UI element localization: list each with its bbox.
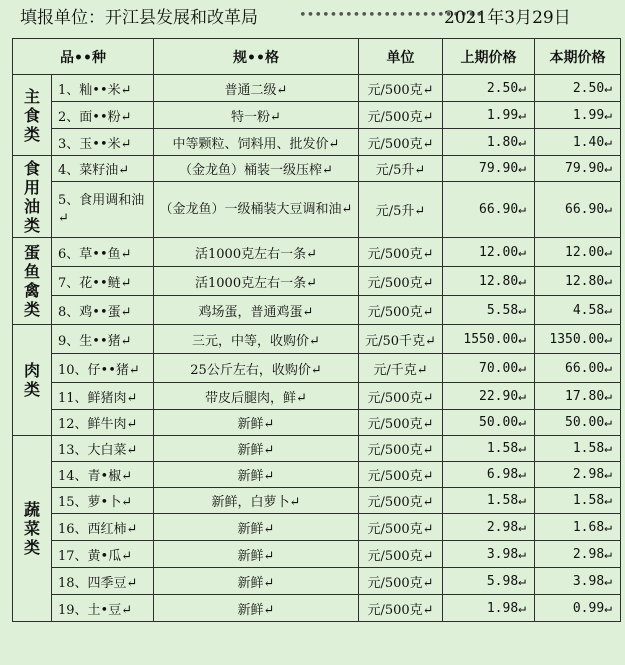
col-header-curr-price: 本期价格 [535, 39, 621, 75]
item-spec: 新鲜↵ [154, 462, 359, 488]
curr-price: 17.80↵ [535, 383, 621, 410]
item-spec: 鸡场蛋，普通鸡蛋↵ [154, 296, 359, 325]
curr-price: 79.90↵ [535, 156, 621, 182]
col-header-spec: 规••格 [154, 39, 359, 75]
item-spec: 新鲜↵ [154, 568, 359, 595]
item-name: 19、土•豆↵ [52, 595, 154, 622]
category-label: 蛋 鱼 禽 类 [13, 238, 52, 325]
prev-price: 50.00↵ [443, 410, 535, 436]
item-name: 8、鸡••蛋↵ [52, 296, 154, 325]
item-unit: 元/500克↵ [359, 541, 443, 568]
curr-price: 66.90↵ [535, 182, 621, 238]
curr-price: 12.80↵ [535, 267, 621, 296]
item-unit: 元/500克↵ [359, 383, 443, 410]
prev-price: 1.58↵ [443, 436, 535, 462]
prev-price: 12.80↵ [443, 267, 535, 296]
prev-price: 5.58↵ [443, 296, 535, 325]
item-spec: 25公斤左右，收购价↵ [154, 354, 359, 383]
table-row [13, 462, 621, 488]
category-label: 肉 类 [13, 325, 52, 436]
item-spec: 新鲜↵ [154, 514, 359, 541]
item-spec: 三元，中等，收购价↵ [154, 325, 359, 354]
table-row [13, 182, 621, 238]
table-row [13, 436, 621, 462]
curr-price: 2.98↵ [535, 462, 621, 488]
item-spec: 新鲜，白萝卜↵ [154, 488, 359, 514]
prev-price: 1550.00↵ [443, 325, 535, 354]
prev-price: 2.98↵ [443, 514, 535, 541]
table-row [13, 514, 621, 541]
item-spec: 普通二级↵ [154, 75, 359, 102]
category-label: 食 用 油 类 [13, 156, 52, 238]
curr-price: 4.58↵ [535, 296, 621, 325]
item-spec: 新鲜↵ [154, 410, 359, 436]
item-name: 2、面••粉↵ [52, 102, 154, 129]
col-header-unit: 单位 [359, 39, 443, 75]
item-name: 10、仔••猪↵ [52, 354, 154, 383]
prev-price: 12.00↵ [443, 238, 535, 267]
curr-price: 2.50↵ [535, 75, 621, 102]
table-row [13, 568, 621, 595]
prev-price: 1.99↵ [443, 102, 535, 129]
curr-price: 66.00↵ [535, 354, 621, 383]
curr-price: 12.00↵ [535, 238, 621, 267]
prev-price: 70.00↵ [443, 354, 535, 383]
item-spec: （金龙鱼）桶装一级压榨↵ [154, 156, 359, 182]
item-name: 11、鲜猪肉↵ [52, 383, 154, 410]
curr-price: 1.99↵ [535, 102, 621, 129]
item-unit: 元/500克↵ [359, 102, 443, 129]
table-header-row [13, 39, 621, 75]
curr-price: 1.58↵ [535, 488, 621, 514]
prev-price: 22.90↵ [443, 383, 535, 410]
table-row [13, 383, 621, 410]
prev-price: 6.98↵ [443, 462, 535, 488]
table-row [13, 75, 621, 102]
item-spec: 中等颗粒、饲料用、批发价↵ [154, 129, 359, 156]
item-name: 12、鲜牛肉↵ [52, 410, 154, 436]
item-spec: 特一粉↵ [154, 102, 359, 129]
item-name: 14、青•椒↵ [52, 462, 154, 488]
table-row [13, 410, 621, 436]
item-unit: 元/500克↵ [359, 296, 443, 325]
table-row [13, 156, 621, 182]
item-unit: 元/500克↵ [359, 75, 443, 102]
item-name: 3、玉••米↵ [52, 129, 154, 156]
curr-price: 3.98↵ [535, 568, 621, 595]
table-row [13, 129, 621, 156]
category-label: 主 食 类 [13, 75, 52, 156]
item-name: 5、食用调和油↵ [52, 182, 154, 238]
prev-price: 66.90↵ [443, 182, 535, 238]
table-row [13, 354, 621, 383]
item-name: 7、花••鲢↵ [52, 267, 154, 296]
reporting-unit: 填报单位：开江县发展和改革局 [20, 8, 258, 28]
item-name: 18、四季豆↵ [52, 568, 154, 595]
table-row [13, 102, 621, 129]
table-row [13, 325, 621, 354]
item-name: 15、萝•卜↵ [52, 488, 154, 514]
curr-price: 1.58↵ [535, 436, 621, 462]
price-table [12, 38, 621, 622]
item-name: 4、菜籽油↵ [52, 156, 154, 182]
item-spec: 活1000克左右一条↵ [154, 267, 359, 296]
item-name: 1、籼••米↵ [52, 75, 154, 102]
prev-price: 1.80↵ [443, 129, 535, 156]
item-unit: 元/5升↵ [359, 182, 443, 238]
curr-price: 1.40↵ [535, 129, 621, 156]
prev-price: 5.98↵ [443, 568, 535, 595]
table-row [13, 296, 621, 325]
item-unit: 元/500克↵ [359, 436, 443, 462]
prev-price: 2.50↵ [443, 75, 535, 102]
item-spec: 带皮后腿肉，鲜↵ [154, 383, 359, 410]
item-spec: 活1000克左右一条↵ [154, 238, 359, 267]
report-header [14, 4, 614, 32]
prev-price: 1.58↵ [443, 488, 535, 514]
item-name: 6、草••鱼↵ [52, 238, 154, 267]
item-name: 16、西红柿↵ [52, 514, 154, 541]
curr-price: 2.98↵ [535, 541, 621, 568]
table-row [13, 595, 621, 622]
header-dots: •••••••••••••••••••••••• [299, 8, 484, 23]
item-spec: 新鲜↵ [154, 436, 359, 462]
item-spec: 新鲜↵ [154, 595, 359, 622]
item-spec: （金龙鱼）一级桶装大豆调和油↵ [154, 182, 359, 238]
curr-price: 1.68↵ [535, 514, 621, 541]
item-unit: 元/500克↵ [359, 267, 443, 296]
prev-price: 3.98↵ [443, 541, 535, 568]
item-unit: 元/500克↵ [359, 462, 443, 488]
item-unit: 元/500克↵ [359, 514, 443, 541]
curr-price: 0.99↵ [535, 595, 621, 622]
curr-price: 1350.00↵ [535, 325, 621, 354]
item-unit: 元/5升↵ [359, 156, 443, 182]
col-header-prev-price: 上期价格 [443, 39, 535, 75]
item-unit: 元/千克↵ [359, 354, 443, 383]
item-unit: 元/500克↵ [359, 595, 443, 622]
report-date: 2021年3月29日 [444, 8, 571, 28]
item-unit: 元/500克↵ [359, 238, 443, 267]
col-header-item: 品••种 [13, 39, 154, 75]
item-unit: 元/500克↵ [359, 410, 443, 436]
item-unit: 元/500克↵ [359, 568, 443, 595]
item-name: 17、黄•瓜↵ [52, 541, 154, 568]
prev-price: 1.98↵ [443, 595, 535, 622]
item-unit: 元/500克↵ [359, 488, 443, 514]
table-row [13, 541, 621, 568]
item-unit: 元/500克↵ [359, 129, 443, 156]
item-name: 13、大白菜↵ [52, 436, 154, 462]
item-name: 9、生••猪↵ [52, 325, 154, 354]
curr-price: 50.00↵ [535, 410, 621, 436]
table-row [13, 238, 621, 267]
category-label: 蔬 菜 类 [13, 436, 52, 622]
prev-price: 79.90↵ [443, 156, 535, 182]
table-row [13, 488, 621, 514]
item-spec: 新鲜↵ [154, 541, 359, 568]
item-unit: 元/50千克↵ [359, 325, 443, 354]
table-row [13, 267, 621, 296]
